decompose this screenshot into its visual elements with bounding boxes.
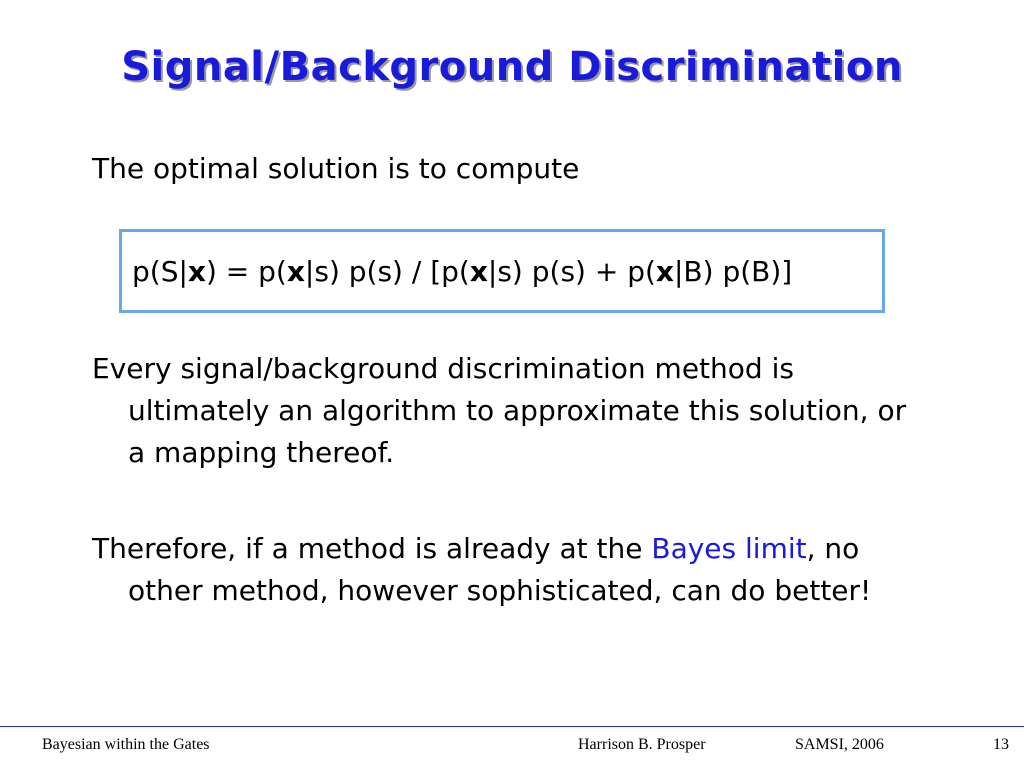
- footer-divider: [0, 726, 1024, 727]
- formula-x-2: x: [286, 254, 305, 288]
- slide-title: Signal/Background Discrimination: [121, 44, 903, 90]
- formula: [132, 255, 792, 288]
- formula-box: [119, 229, 885, 313]
- paragraph-2-after: , no other method, however sophisticated, can do better!: [128, 532, 872, 607]
- formula-seg-5: |B) p(B)]: [673, 254, 793, 288]
- bayes-limit-highlight: Bayes limit: [651, 532, 807, 565]
- formula-seg-4: |s) p(s) + p(: [487, 254, 656, 288]
- paragraph-1: Every signal/background discrimination method is ultimately an algorithm to approximate this solution, or a mapping thereof.: [92, 352, 907, 469]
- formula-seg-1: p(S|: [132, 254, 188, 288]
- footer-presentation-title: Bayesian within the Gates: [42, 736, 210, 753]
- formula-x-4: x: [655, 254, 674, 288]
- page-number: 13: [993, 736, 1009, 753]
- footer-conference: SAMSI, 2006: [795, 736, 884, 753]
- footer-author: Harrison B. Prosper: [578, 736, 706, 753]
- formula-seg-3: |s) p(s) / [p(: [304, 254, 470, 288]
- formula-x-1: x: [187, 254, 206, 288]
- formula-seg-2: ) = p(: [205, 254, 287, 288]
- paragraph-2-before: Therefore, if a method is already at the: [92, 532, 652, 565]
- paragraph-2: [92, 528, 922, 612]
- intro-text: The optimal solution is to compute: [92, 152, 580, 185]
- formula-x-3: x: [469, 254, 488, 288]
